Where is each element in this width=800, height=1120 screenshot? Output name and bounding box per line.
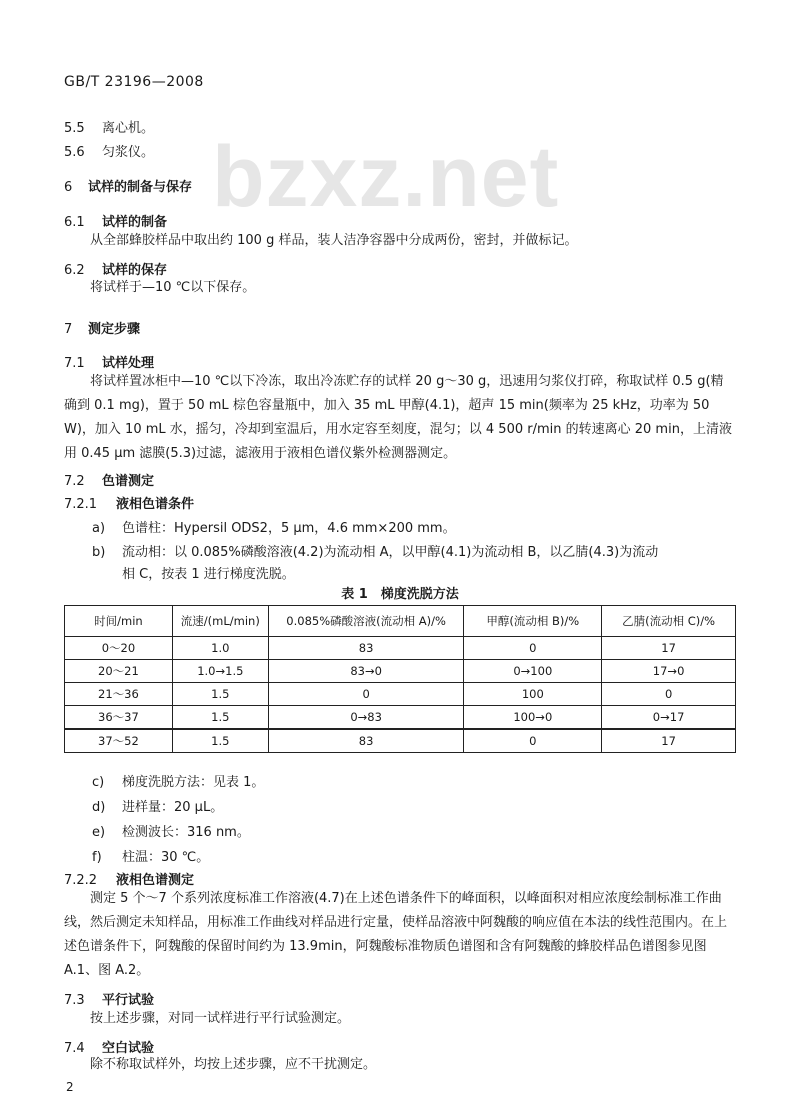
- table-header-cell: 0.085%磷酸溶液(流动相 A)/%: [268, 606, 464, 637]
- section-title: 试样的制备: [102, 215, 168, 230]
- list-item-c: [92, 771, 264, 790]
- section-title: 试样的制备与保存: [88, 180, 193, 195]
- section-7-2-2: [64, 869, 194, 888]
- item-text: 色谱柱：Hypersil ODS2，5 μm，4.6 mm×200 mm。: [122, 521, 456, 536]
- item-text: 梯度洗脱方法：见表 1。: [122, 775, 265, 790]
- paragraph-7-2-2: 测定 5 个～7 个系列浓度标准工作溶液(4.7)在上述色谱条件下的峰面积，以峰面积对相应浓度绘制标准工作曲线，然后测定未知样品，用标准工作曲线对样品进行定量，使样品溶液中阿魏酸的响应值在本法的线性范围内。在上述色谱条件下，阿魏酸的保留时间约为 13.9min，阿魏酸标准物质色谱图和含有阿魏酸的蜂胶样品色谱图参见图 A.1、图 A.2。: [64, 891, 728, 978]
- table-cell: 0: [464, 729, 602, 753]
- standard-number: GB/T 23196—2008: [64, 74, 204, 90]
- section-title: 试样处理: [102, 356, 155, 371]
- table-cell: 1.5: [172, 729, 268, 753]
- section-title: 试样的保存: [102, 263, 168, 278]
- paragraph-7-1: 将试样置冰柜中—10 ℃以下冷冻，取出冷冻贮存的试样 20 g～30 g，迅速用匀浆仪打碎，称取试样 0.5 g(精确到 0.1 mg)，置于 50 mL 棕色容量瓶中，加入 35 mL 甲醇(4.1)，超声 15 min(频率为 25 kHz，功率为 50 W)，加入 10 mL 水，摇匀，冷却到室温后，用水定容至刻度，混匀；以 4 500 r/min 的转速离心 20 min，上清液用 0.45 μm 滤膜(5.3)过滤，滤液用于液相色谱仪紫外检测器测定。: [64, 374, 732, 461]
- item-text: 检测波长：316 nm。: [122, 825, 250, 840]
- table-cell: 83: [268, 729, 464, 753]
- table-cell: 17: [602, 729, 736, 753]
- table-row: [65, 706, 736, 730]
- table-caption: 表 1 梯度洗脱方法: [341, 587, 459, 602]
- table-header-row: [65, 606, 736, 637]
- table-cell: 1.0: [172, 637, 268, 660]
- table-cell: 0: [464, 637, 602, 660]
- item-marker: b): [92, 545, 106, 560]
- table-header-cell: 乙腈(流动相 C)/%: [602, 606, 736, 637]
- section-title: 测定步骤: [88, 322, 141, 337]
- table-cell: 0→100: [464, 660, 602, 683]
- table-cell: 21～36: [65, 683, 173, 706]
- section-number: 7.2.1: [64, 497, 98, 512]
- paragraph-6-1: 从全部蜂胶样品中取出约 100 g 样品，装人洁净容器中分成两份，密封，并做标记。: [90, 233, 578, 248]
- section-title: 液相色谱测定: [116, 873, 195, 888]
- section-number: 7: [64, 322, 73, 337]
- section-7-3: [64, 989, 154, 1008]
- table-row: [65, 729, 736, 753]
- item-text: 柱温：30 ℃。: [122, 850, 210, 865]
- item-marker: e): [92, 825, 106, 840]
- table-header-cell: 流速/(mL/min): [172, 606, 268, 637]
- list-item-f: [92, 846, 209, 865]
- section-number: 5.6: [64, 145, 85, 160]
- section-number: 6.1: [64, 215, 85, 230]
- item-marker: a): [92, 521, 106, 536]
- item-marker: d): [92, 800, 106, 815]
- item-marker: f): [92, 850, 102, 865]
- table-cell: 0→83: [268, 706, 464, 730]
- table-row: [65, 683, 736, 706]
- table-cell: 1.5: [172, 706, 268, 730]
- section-6-1: [64, 211, 167, 230]
- table-cell: 100: [464, 683, 602, 706]
- list-item-b-continued: 相 C，按表 1 进行梯度洗脱。: [122, 567, 295, 582]
- table-cell: 17→0: [602, 660, 736, 683]
- section-number: 7.2.2: [64, 873, 98, 888]
- page-number: 2: [66, 1080, 74, 1094]
- section-number: 6.2: [64, 263, 85, 278]
- section-title: 平行试验: [102, 993, 155, 1008]
- table-cell: 0: [268, 683, 464, 706]
- table-cell: 20～21: [65, 660, 173, 683]
- table-cell: 83: [268, 637, 464, 660]
- paragraph-7-4: 除不称取试样外，均按上述步骤，应不干扰测定。: [90, 1057, 377, 1072]
- table-cell: 17: [602, 637, 736, 660]
- table-header-cell: 甲醇(流动相 B)/%: [464, 606, 602, 637]
- item-text: 流动相：以 0.085%磷酸溶液(4.2)为流动相 A，以甲醇(4.1)为流动相 B，以乙腈(4.3)为流动: [122, 545, 659, 560]
- section-number: 7.2: [64, 474, 85, 489]
- section-7-2: [64, 470, 154, 489]
- section-title: 色谱测定: [102, 474, 155, 489]
- section-number: 7.1: [64, 356, 85, 371]
- table-row: [65, 660, 736, 683]
- section-6: [64, 176, 192, 195]
- item-text: 进样量：20 μL。: [122, 800, 224, 815]
- section-number: 7.4: [64, 1041, 85, 1056]
- table-cell: 0→17: [602, 706, 736, 730]
- table-cell: 37～52: [65, 729, 173, 753]
- table-cell: 1.5: [172, 683, 268, 706]
- section-7-2-1: [64, 493, 194, 512]
- section-title: 离心机。: [102, 121, 155, 136]
- item-marker: c): [92, 775, 105, 790]
- section-number: 6: [64, 180, 73, 195]
- paragraph-6-2: 将试样于—10 ℃以下保存。: [90, 280, 256, 295]
- table-cell: 0: [602, 683, 736, 706]
- list-item-a: [92, 517, 456, 536]
- section-7-1: [64, 352, 154, 371]
- table-header-cell: 时间/min: [65, 606, 173, 637]
- section-number: 7.3: [64, 993, 85, 1008]
- watermark: bzxz.net: [212, 129, 560, 225]
- section-title: 液相色谱条件: [116, 497, 195, 512]
- table-row: [65, 637, 736, 660]
- table-cell: 36～37: [65, 706, 173, 730]
- section-5-6: [64, 141, 154, 160]
- section-title: 空白试验: [102, 1041, 155, 1056]
- table-cell: 0～20: [65, 637, 173, 660]
- paragraph-7-3: 按上述步骤，对同一试样进行平行试验测定。: [90, 1011, 351, 1026]
- section-7: [64, 318, 140, 337]
- section-number: 5.5: [64, 121, 85, 136]
- table-cell: 1.0→1.5: [172, 660, 268, 683]
- list-item-e: [92, 821, 250, 840]
- table-cell: 100→0: [464, 706, 602, 730]
- list-item-b: [92, 541, 658, 560]
- gradient-table: [64, 605, 736, 753]
- section-5-5: [64, 117, 154, 136]
- table-cell: 83→0: [268, 660, 464, 683]
- section-title: 匀浆仪。: [102, 145, 155, 160]
- list-item-d: [92, 796, 223, 815]
